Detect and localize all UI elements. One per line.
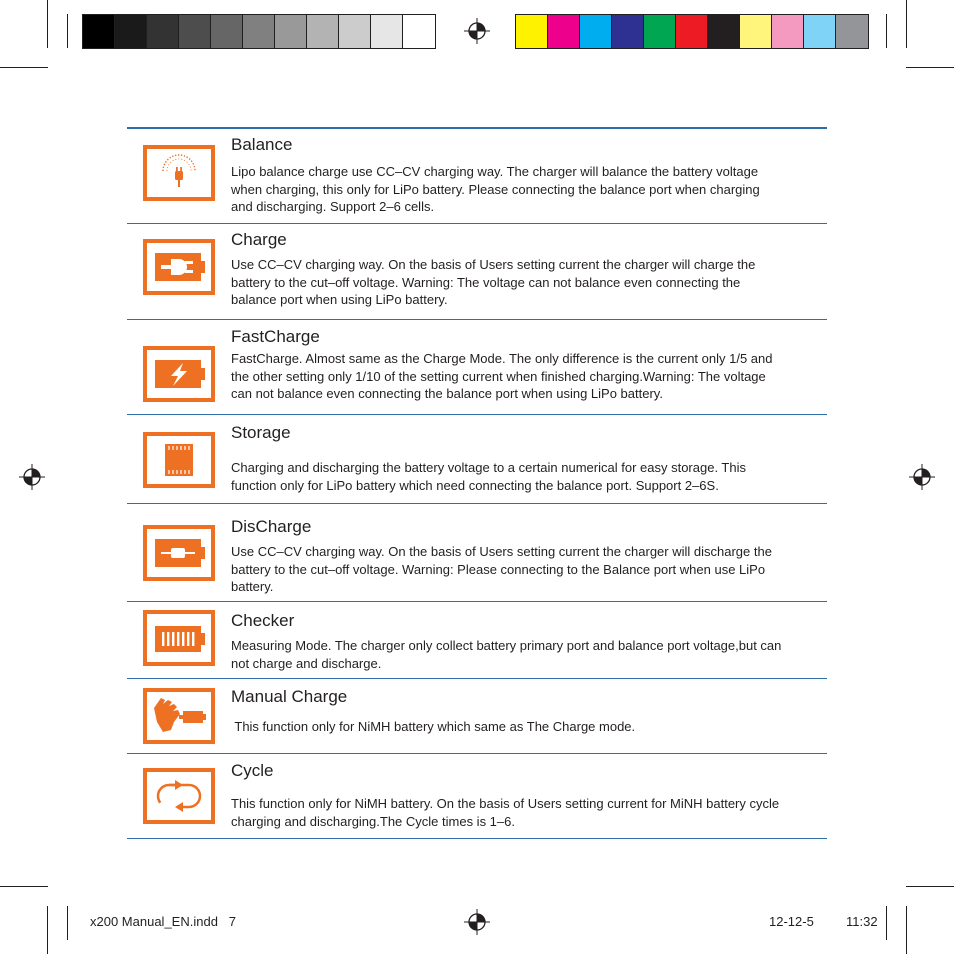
process-color-swatch [548, 15, 580, 48]
footer-date: 12-12-5 [769, 914, 814, 929]
process-color-swatch [676, 15, 708, 48]
mode-title: Charge [231, 230, 287, 249]
gray-swatch [275, 15, 307, 48]
gray-swatch [179, 15, 211, 48]
gray-color-bar [82, 14, 436, 49]
gray-swatch [147, 15, 179, 48]
gray-swatch [243, 15, 275, 48]
footer-file-name: x200 Manual_EN.indd 7 [90, 914, 236, 929]
row-divider [127, 414, 827, 415]
process-color-swatch [836, 15, 868, 48]
process-color-swatch [772, 15, 804, 48]
mode-description: Measuring Mode. The charger only collect battery primary port and balance port voltage,but can not charge and discharge. [231, 638, 782, 671]
process-color-swatch [708, 15, 740, 48]
row-divider [127, 678, 827, 679]
mode-description: FastCharge. Almost same as the Charge Mode. The only difference is the current only 1/5 and the other setting only 1/10 of the setting current when finished charging.Warning: The voltage can not balance even connecting the balance port when using LiPo battery. [231, 351, 773, 401]
row-divider [127, 753, 827, 754]
footer-time: 11:32 [846, 914, 878, 929]
checker-battery-icon [143, 610, 215, 666]
table-top-rule [127, 127, 827, 129]
gray-swatch [83, 15, 115, 48]
mode-title: Checker [231, 611, 295, 630]
registration-mark-icon [19, 464, 45, 490]
process-color-swatch [516, 15, 548, 48]
gray-swatch [339, 15, 371, 48]
manual-hand-icon [143, 688, 215, 744]
mode-description: Charging and discharging the battery voltage to a certain numerical for easy storage. This function only for LiPo battery which need connecting the balance port. Support 2–6S. [231, 460, 746, 493]
process-color-swatch [804, 15, 836, 48]
mode-title: Manual Charge [231, 687, 348, 706]
storage-chip-icon [143, 432, 215, 488]
mode-description: Use CC–CV charging way. On the basis of Users setting current the charger will discharge the battery to the cut–off voltage. Warning: Please connecting to the Balance port when use LiPo battery. [231, 544, 772, 594]
row-divider [127, 319, 827, 320]
registration-mark-icon [909, 464, 935, 490]
gray-swatch [115, 15, 147, 48]
mode-title: DisCharge [231, 517, 312, 536]
balance-gauge-icon [143, 145, 215, 201]
table-bottom-rule [127, 838, 827, 839]
row-divider [127, 601, 827, 602]
process-color-swatch [740, 15, 772, 48]
mode-title: Balance [231, 135, 293, 154]
cycle-arrows-icon [143, 768, 215, 824]
mode-title: Cycle [231, 761, 274, 780]
charge-plug-icon [143, 239, 215, 295]
process-color-swatch [644, 15, 676, 48]
mode-description: This function only for NiMH battery. On the basis of Users setting current for MiNH battery cycle charging and discharging.The Cycle times is 1–6. [231, 796, 780, 829]
mode-title: FastCharge [231, 327, 320, 346]
process-color-swatch [612, 15, 644, 48]
gray-swatch [371, 15, 403, 48]
mode-description: Use CC–CV charging way. On the basis of Users setting current the charger will charge the battery to the cut–off voltage. Warning: The voltage can not balance even connecting the balance port when using LiPo battery. [231, 257, 756, 307]
gray-swatch [307, 15, 339, 48]
registration-mark-icon [464, 909, 490, 935]
discharge-resistor-icon [143, 525, 215, 581]
row-divider [127, 503, 827, 504]
process-color-swatch [580, 15, 612, 48]
mode-description: Lipo balance charge use CC–CV charging way. The charger will balance the battery voltage when charging, this only for LiPo battery. Please connecting the balance port when charging and discharging. Support 2–6 cells. [231, 164, 760, 214]
gray-swatch [403, 15, 435, 48]
process-color-bar [515, 14, 869, 49]
registration-mark-icon [464, 18, 490, 44]
mode-description: This function only for NiMH battery which same as The Charge mode. [231, 719, 636, 734]
row-divider [127, 223, 827, 224]
mode-title: Storage [231, 423, 291, 442]
fast-charge-bolt-icon [143, 346, 215, 402]
gray-swatch [211, 15, 243, 48]
